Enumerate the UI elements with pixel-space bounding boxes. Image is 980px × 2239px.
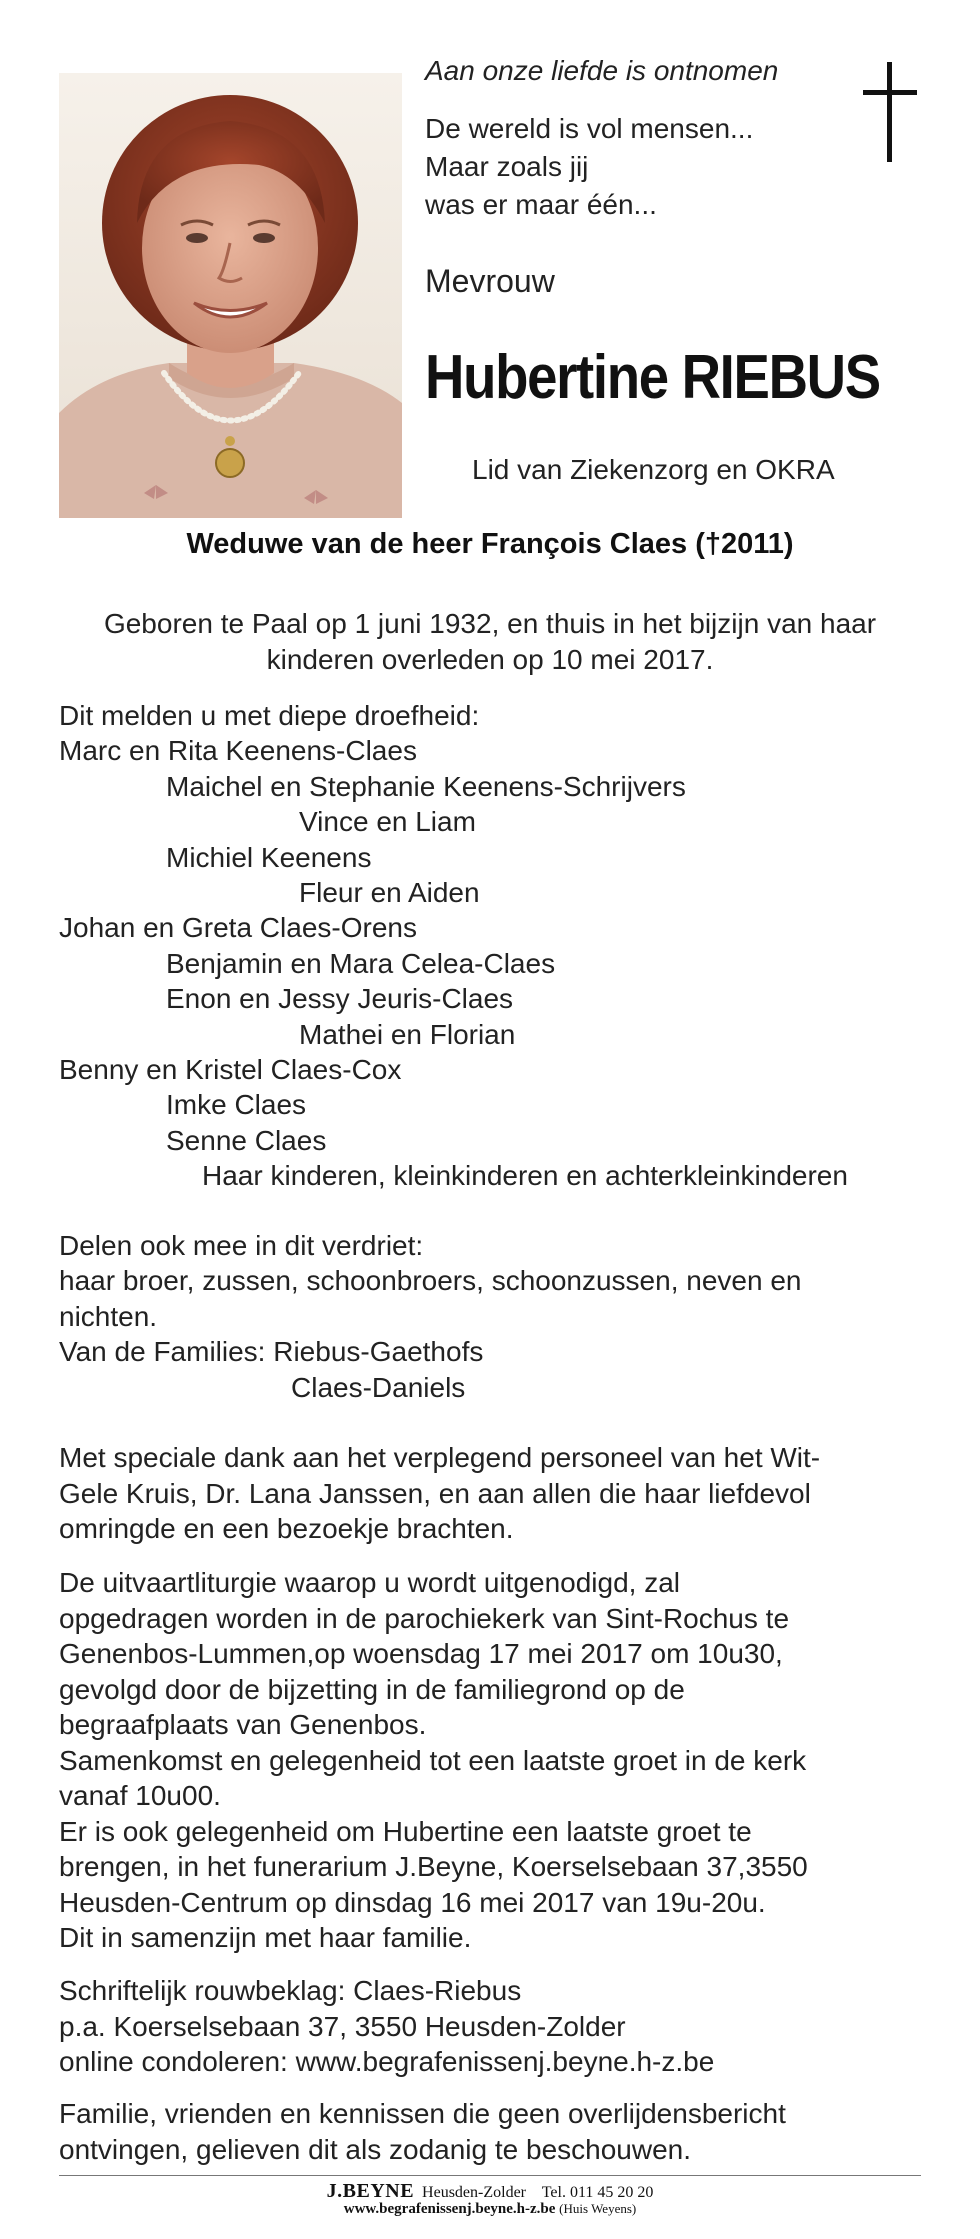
families-line: Van de Families: Riebus-Gaethofs xyxy=(59,1336,484,1368)
text-line: kinderen overleden op 10 mei 2017. xyxy=(266,644,714,675)
portrait-illustration xyxy=(59,73,402,518)
family-line: Senne Claes xyxy=(166,1124,327,1156)
quote-line: Aan onze liefde is ontnomen xyxy=(425,55,779,86)
condolence-link[interactable]: online condoleren: www.begrafenissenj.beyne.h-z.be xyxy=(59,2046,715,2077)
text-line: Genenbos-Lummen,op woensdag 17 mei 2017 om 10u30, xyxy=(59,1638,783,1669)
text-line: p.a. Koerselsebaan 37, 3550 Heusden-Zolder xyxy=(59,2010,626,2042)
notice-paragraph xyxy=(59,2096,929,2167)
families-line: Claes-Daniels xyxy=(291,1371,466,1403)
family-line: Fleur en Aiden xyxy=(299,877,480,909)
family-line: Benny en Kristel Claes-Cox xyxy=(59,1054,402,1086)
funeral-home-website[interactable]: www.begrafenissenj.beyne.h-z.be xyxy=(343,2201,556,2217)
text-line: begraafplaats van Genenbos. xyxy=(59,1709,427,1740)
text-line: Schriftelijk rouwbeklag: Claes-Riebus xyxy=(59,1975,522,2006)
quote-line: Maar zoals jij xyxy=(425,151,589,182)
deceased-name: Hubertine RIEBUS xyxy=(425,343,880,412)
text-line: Dit in samenzijn met haar familie. xyxy=(59,1922,472,1953)
birth-death-line xyxy=(59,606,921,678)
share-grief-section xyxy=(59,1228,929,1405)
condolences-paragraph xyxy=(59,1973,929,2080)
text-line: Met speciale dank aan het verplegend personeel van het Wit- xyxy=(59,1442,821,1473)
family-line: Marc en Rita Keenens-Claes xyxy=(59,735,417,767)
text-line: Heusden-Centrum op dinsdag 16 mei 2017 van 19u-20u. xyxy=(59,1886,766,1918)
membership-line: Lid van Ziekenzorg en OKRA xyxy=(472,454,835,485)
funeral-home-brand: J.BEYNE xyxy=(326,2180,415,2202)
text-line: ontvingen, gelieven dit als zodanig te beschouwen. xyxy=(59,2133,691,2165)
opening-quote xyxy=(425,52,778,224)
family-line: Vince en Liam xyxy=(299,806,476,838)
quote-line: De wereld is vol mensen... xyxy=(425,113,754,144)
cross-icon xyxy=(860,62,920,162)
share-line: haar broer, zussen, schoonbroers, schoonzussen, neven en xyxy=(59,1265,802,1297)
text-line: Er is ook gelegenheid om Hubertine een laatste groet te xyxy=(59,1815,752,1847)
portrait-photo xyxy=(59,73,402,518)
text-line: Geboren te Paal op 1 juni 1932, en thuis in het bijzijn van haar xyxy=(103,608,877,639)
family-line: Johan en Greta Claes-Orens xyxy=(59,912,417,944)
thanks-paragraph xyxy=(59,1440,929,1547)
text-line: Familie, vrienden en kennissen die geen overlijdensbericht xyxy=(59,2098,786,2129)
family-line: Haar kinderen, kleinkinderen en achterkleinkinderen xyxy=(202,1160,848,1192)
text-line: vanaf 10u00. xyxy=(59,1780,221,1811)
text-line: De uitvaartliturgie waarop u wordt uitgenodigd, zal xyxy=(59,1567,681,1598)
text-line: Samenkomst en gelegenheid tot een laatste groet in de kerk xyxy=(59,1744,807,1776)
honorific: Mevrouw xyxy=(425,263,555,299)
family-line: Michiel Keenens xyxy=(166,841,372,873)
ceremony-paragraph xyxy=(59,1565,929,1956)
footer-divider xyxy=(59,2175,921,2176)
share-intro: Delen ook mee in dit verdriet: xyxy=(59,1230,424,1261)
family-line: Imke Claes xyxy=(166,1089,307,1121)
text-line: gevolgd door de bijzetting in de familiegrond op de xyxy=(59,1673,685,1705)
footer-contact xyxy=(0,2180,980,2203)
quote-line: was er maar één... xyxy=(425,189,657,220)
widow-line: Weduwe van de heer François Claes (†2011) xyxy=(186,528,794,560)
text-line: brengen, in het funerarium J.Beyne, Koerselsebaan 37,3550 xyxy=(59,1851,808,1882)
funeral-home-location: Heusden-Zolder xyxy=(422,2184,527,2201)
family-list xyxy=(59,698,929,1194)
text-line: omringde en een bezoekje brachten. xyxy=(59,1513,514,1544)
family-intro: Dit melden u met diepe droefheid: xyxy=(59,700,480,731)
footer-website-row xyxy=(0,2201,980,2218)
funeral-home-house: (Huis Weyens) xyxy=(559,2201,637,2216)
family-line: Enon en Jessy Jeuris-Claes xyxy=(166,983,514,1015)
text-line: opgedragen worden in de parochiekerk van Sint-Rochus te xyxy=(59,1602,790,1634)
text-line: Gele Kruis, Dr. Lana Janssen, en aan allen die haar liefdevol xyxy=(59,1477,811,1509)
family-line: Benjamin en Mara Celea-Claes xyxy=(166,947,556,979)
family-line: Mathei en Florian xyxy=(299,1018,516,1050)
family-line: Maichel en Stephanie Keenens-Schrijvers xyxy=(166,770,686,802)
funeral-home-phone: Tel. 011 45 20 20 xyxy=(541,2184,654,2201)
share-line: nichten. xyxy=(59,1300,158,1332)
